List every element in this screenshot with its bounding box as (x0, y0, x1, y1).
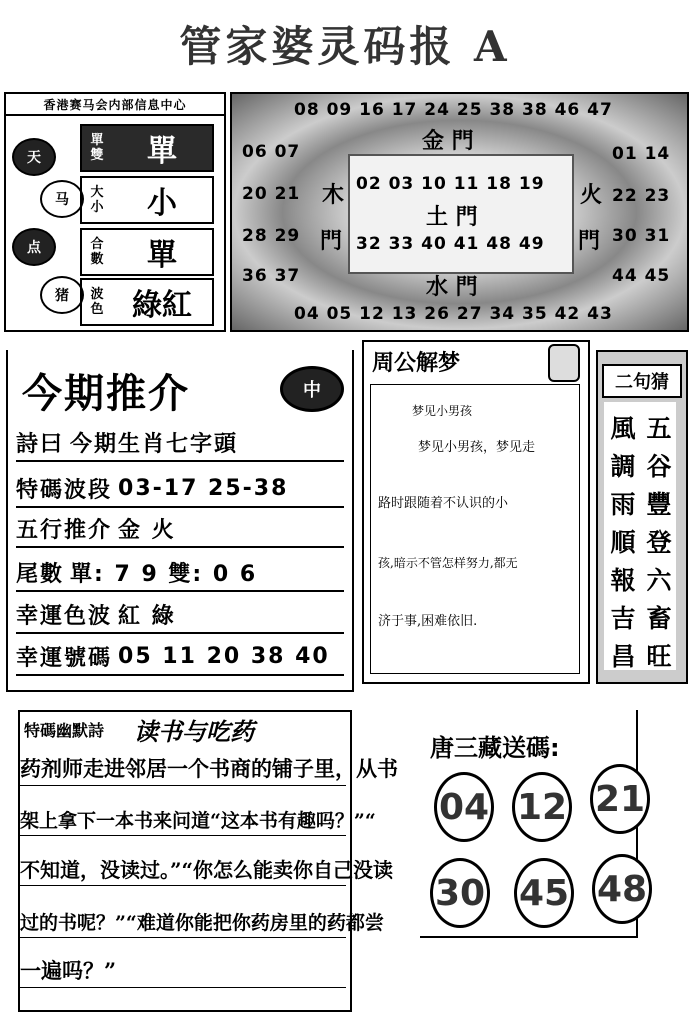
recommendation-title: 今期推介 (22, 370, 190, 417)
dream-line: 济于事,困难依旧. (378, 614, 478, 629)
panel-header: 香港赛马会内部信息中心 (43, 98, 187, 112)
earth-numbers: 02 03 10 11 18 19 (356, 174, 545, 194)
humor-line: 一遍吗？” (20, 948, 346, 988)
rec-key: 五行推介 (16, 517, 113, 543)
row-label: 合 數 (90, 237, 104, 267)
dream-line: 孩,暗示不管怎样努力,都无 (378, 556, 518, 570)
fire-label: 火 (580, 182, 603, 208)
row-value: 小 (147, 186, 177, 221)
number-ball: 21 (590, 764, 650, 834)
dream-line: 梦见小男孩，梦见走 (418, 440, 536, 455)
number-ball: 04 (434, 772, 494, 842)
rec-value: 金 火 (118, 517, 176, 543)
humor-header: 特碼幽默詩 (24, 721, 105, 740)
wood-numbers: 06 07 (242, 142, 301, 162)
rec-value: 03-17 25-38 (118, 475, 289, 501)
rec-row-wave-range (16, 470, 344, 508)
water-numbers: 04 05 12 13 26 27 34 35 42 43 (294, 304, 613, 324)
wood-gate-label: 門 (320, 228, 343, 254)
humor-title: 读书与吃药 (134, 717, 254, 746)
earth-gate-label: 土 門 (426, 204, 478, 230)
humor-line: 药剂师走进邻居一个书商的铺子里，从书 (20, 746, 346, 786)
riddle-title: 二句猜 (602, 364, 682, 398)
rec-row-lucky-numbers (16, 638, 344, 676)
row-value: 單 (147, 134, 177, 169)
odd-even-row (80, 124, 214, 172)
rec-row-poem (16, 424, 344, 462)
fire-gate-label: 門 (578, 228, 601, 254)
ornament-icon: 天 (12, 138, 56, 176)
ornament-icon: 马 (40, 180, 84, 218)
earth-numbers: 32 33 40 41 48 49 (356, 234, 545, 254)
row-label: 單 雙 (90, 133, 104, 163)
row-label: 大 小 (90, 185, 104, 215)
humor-line: 架上拿下一本书来问道“这本书有趣吗？”“ (20, 796, 346, 836)
rec-row-five-elements (16, 510, 344, 548)
rec-value: 今期生肖七字頭 (70, 431, 239, 457)
row-value: 單 (147, 238, 177, 273)
rec-key: 尾數 (16, 561, 65, 587)
fire-numbers: 30 31 (612, 226, 671, 246)
big-small-row (80, 176, 214, 224)
lucky-numbers-title: 唐三藏送碼: (430, 734, 560, 762)
rec-value: 單: 7 9 雙: 0 6 (70, 561, 258, 587)
dream-subtitle: 梦见小男孩 (412, 404, 473, 418)
dream-title: 周公解梦 (372, 351, 461, 376)
logo-icon: 中 (280, 366, 344, 412)
ornament-icon: 点 (12, 228, 56, 266)
wood-label: 木 (322, 182, 345, 208)
rec-row-tail-numbers (16, 554, 344, 592)
wood-numbers: 28 29 (242, 226, 301, 246)
metal-gate-label: 金 門 (422, 128, 474, 154)
fire-numbers: 44 45 (612, 266, 671, 286)
page-title: 管家婆灵码报 A (179, 22, 511, 71)
fire-numbers: 01 14 (612, 144, 671, 164)
dream-text-area (370, 384, 580, 674)
wave-color-row (80, 278, 214, 326)
rec-row-lucky-color (16, 596, 344, 634)
number-ball: 48 (592, 854, 652, 924)
wood-numbers: 36 37 (242, 266, 301, 286)
ornament-icon: 猪 (40, 276, 84, 314)
number-ball: 12 (512, 772, 572, 842)
water-gate-label: 水 門 (426, 274, 478, 300)
row-label: 波 色 (90, 287, 104, 317)
humor-line: 不知道，没读过。”“你怎么能卖你自己没读 (20, 846, 346, 886)
humor-line: 过的书呢？”“难道你能把你药房里的药都尝 (20, 898, 346, 938)
fire-numbers: 22 23 (612, 186, 671, 206)
rec-key: 特碼波段 (16, 477, 113, 503)
rec-key: 幸運色波 (16, 603, 113, 629)
rec-key: 詩曰 (16, 431, 65, 457)
five-gates-panel (230, 92, 689, 332)
sum-row (80, 228, 214, 276)
rec-value: 05 11 20 38 40 (118, 643, 330, 669)
riddle-line: 五谷豐登六畜旺 (646, 414, 672, 671)
divider (6, 114, 224, 116)
figure-icon (548, 344, 580, 382)
metal-numbers: 08 09 16 17 24 25 38 38 46 47 (294, 100, 613, 120)
number-ball: 30 (430, 858, 490, 928)
number-ball: 45 (514, 858, 574, 928)
rec-key: 幸運號碼 (16, 645, 113, 671)
rec-value: 紅 綠 (118, 603, 176, 629)
row-value: 綠紅 (132, 288, 192, 323)
dream-line: 路时跟随着不认识的小 (378, 496, 509, 511)
riddle-line: 風調雨順報吉昌 (610, 414, 636, 671)
wood-numbers: 20 21 (242, 184, 301, 204)
